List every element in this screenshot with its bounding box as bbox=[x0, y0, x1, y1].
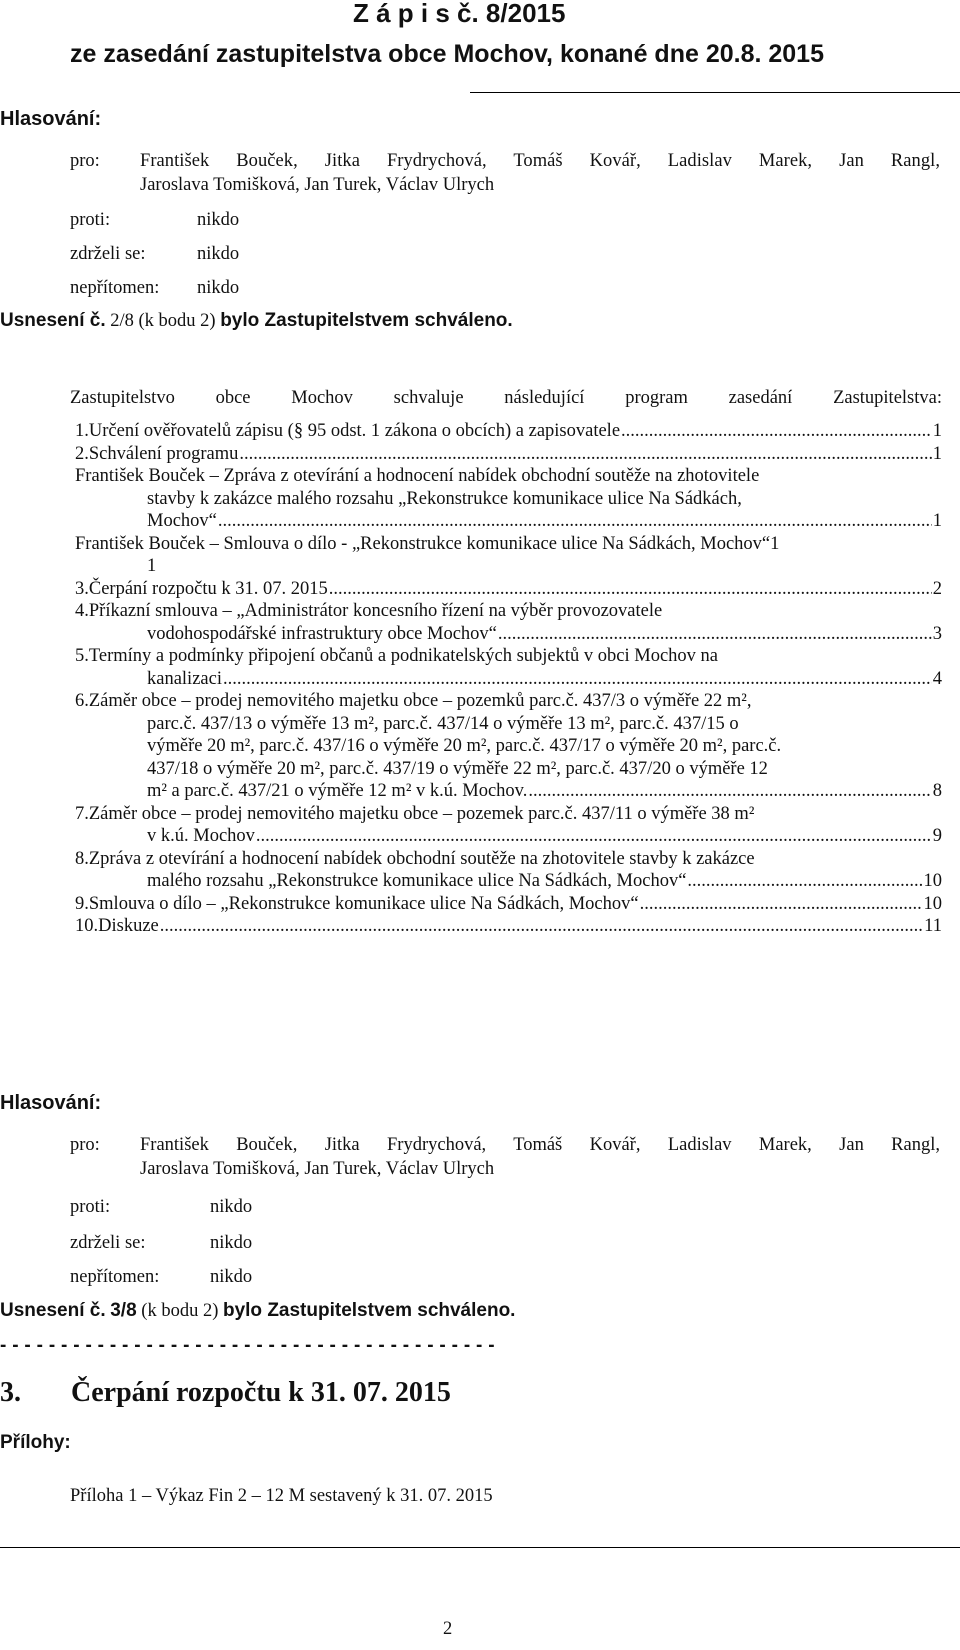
program-item-page: 4 bbox=[932, 668, 942, 689]
resolution-status: bylo Zastupitelstvem schváleno. bbox=[220, 310, 513, 331]
program-item-page: 10 bbox=[923, 893, 942, 914]
program-item-text: m² a parc.č. 437/21 o výměře 12 m² v k.ú. Mochov. bbox=[147, 781, 528, 801]
leader-dots bbox=[239, 443, 931, 466]
program-item-text: 8.Zpráva z otevírání a hodnocení nabídek obchodní soutěže na zhotovitele stavby k zakázce bbox=[75, 848, 755, 869]
program-item bbox=[75, 443, 942, 466]
vote-proti-label: proti: bbox=[70, 210, 111, 230]
program-item-text: Mochov“ bbox=[147, 511, 217, 531]
program-item-text: kanalizaci bbox=[147, 668, 222, 689]
section-separator: - - - - - - - - - - - - - - - - - - - - - - - - - - - - - - - - - - - - - - - - - bbox=[0, 1335, 495, 1356]
program-item bbox=[75, 645, 942, 690]
program-item-text: 1.Určení ověřovatelů zápisu (§ 95 odst. 1 zákona o obcích) a zapisovatele bbox=[75, 421, 621, 441]
program-item-page: 1 bbox=[932, 421, 942, 441]
program-list bbox=[75, 420, 942, 938]
program-item bbox=[75, 533, 942, 578]
leader-dots bbox=[223, 668, 932, 691]
program-item-text: 7.Záměr obce – prodej nemovitého majetku obce – pozemek parc.č. 437/11 o výměře 38 m² bbox=[75, 803, 755, 824]
program-item-text: 2.Schválení programu bbox=[75, 443, 239, 464]
program-item-text: 6.Záměr obce – prodej nemovitého majetku obce – pozemků parc.č. 437/3 o výměře 22 m², bbox=[75, 691, 752, 711]
leader-dots bbox=[329, 578, 932, 601]
page-number: 2 bbox=[443, 1619, 453, 1639]
resolution2-status: bylo Zastupitelstvem schváleno. bbox=[222, 1300, 516, 1321]
program-item bbox=[75, 690, 942, 803]
vote2-zdrzeli-value: nikdo bbox=[210, 1233, 253, 1253]
vote-zdrzeli-label: zdrželi se: bbox=[70, 244, 146, 264]
program-item-text: parc.č. 437/13 o výměře 13 m², parc.č. 437/14 o výměře 13 m², parc.č. 437/15 o bbox=[147, 713, 739, 734]
vote-pro-label: pro: bbox=[70, 151, 100, 171]
header-rule bbox=[470, 92, 960, 93]
program-item-text: 1 bbox=[147, 556, 157, 576]
program-item bbox=[75, 803, 942, 848]
leader-dots bbox=[160, 915, 923, 938]
program-item-page: 2 bbox=[932, 578, 942, 599]
leader-dots bbox=[687, 870, 922, 893]
attachment-item: Příloha 1 – Výkaz Fin 2 – 12 M sestavený k 31. 07. 2015 bbox=[70, 1486, 493, 1506]
vote2-proti-label: proti: bbox=[70, 1197, 111, 1217]
resolution2-label: Usnesení č. bbox=[0, 1300, 106, 1321]
program-item-text: vodohospodářské infrastruktury obce Mochov“ bbox=[147, 623, 497, 644]
program-item bbox=[75, 600, 942, 645]
vote-pro-names: František Bouček, Jitka Frydrychová, Tomáš Kovář, Ladislav Marek, Jan Rangl, bbox=[140, 151, 940, 171]
program-item bbox=[75, 893, 942, 916]
vote-pro-names-cont: Jaroslava Tomišková, Jan Turek, Václav Ulrych bbox=[140, 175, 495, 195]
section-title: Čerpání rozpočtu k 31. 07. 2015 bbox=[71, 1377, 451, 1408]
program-item bbox=[75, 915, 942, 938]
program-item-text: František Bouček – Zpráva z otevírání a hodnocení nabídek obchodní soutěže na zhotovitele bbox=[75, 466, 760, 486]
vote2-pro-names: František Bouček, Jitka Frydrychová, Tomáš Kovář, Ladislav Marek, Jan Rangl, bbox=[140, 1135, 940, 1155]
program-item-page: 1 bbox=[932, 511, 942, 531]
vote-heading-2: Hlasování: bbox=[0, 1092, 102, 1114]
resolution-label: Usnesení č. bbox=[0, 310, 106, 331]
vote-nepritomen-label: nepřítomen: bbox=[70, 278, 160, 298]
vote-zdrzeli-value: nikdo bbox=[197, 244, 240, 264]
program-item-text: 5.Termíny a podmínky připojení občanů a podnikatelských subjektů v obci Mochov na bbox=[75, 646, 718, 666]
program-item bbox=[75, 578, 942, 601]
leader-dots bbox=[640, 893, 923, 916]
resolution-number: 2/8 (k bodu 2) bbox=[110, 311, 216, 331]
program-item-text: v k.ú. Mochov bbox=[147, 826, 255, 846]
program-item-page: 3 bbox=[932, 623, 942, 644]
vote2-nepritomen-label: nepřítomen: bbox=[70, 1267, 160, 1287]
leader-dots bbox=[528, 780, 931, 803]
program-item-page: 11 bbox=[924, 916, 942, 936]
footer-rule bbox=[0, 1547, 960, 1548]
program-item-page: 10 bbox=[923, 871, 942, 891]
program-item-text: výměře 20 m², parc.č. 437/16 o výměře 20 m², parc.č. 437/17 o výměře 20 m², parc.č. bbox=[147, 736, 782, 756]
vote2-zdrzeli-label: zdrželi se: bbox=[70, 1233, 146, 1253]
program-item-text: 9.Smlouva o dílo – „Rekonstrukce komunikace ulice Na Sádkách, Mochov“ bbox=[75, 893, 639, 914]
program-item bbox=[75, 420, 942, 443]
program-item-text: 437/18 o výměře 20 m², parc.č. 437/19 o výměře 22 m², parc.č. 437/20 o výměře 12 bbox=[147, 758, 768, 779]
resolution-text bbox=[0, 310, 513, 332]
leader-dots bbox=[498, 623, 932, 646]
program-item-text: malého rozsahu „Rekonstrukce komunikace ulice Na Sádkách, Mochov“ bbox=[147, 871, 687, 891]
program-item-text: 3.Čerpání rozpočtu k 31. 07. 2015 bbox=[75, 578, 328, 599]
vote-nepritomen-value: nikdo bbox=[197, 278, 240, 298]
program-intro: Zastupitelstvo obce Mochov schvaluje následující program zasedání Zastupitelstva: bbox=[70, 388, 942, 408]
program-item bbox=[75, 465, 942, 533]
document-title: Z á p i s č. 8/2015 bbox=[353, 0, 566, 28]
program-item-page: 8 bbox=[932, 781, 942, 801]
vote2-nepritomen-value: nikdo bbox=[210, 1267, 253, 1287]
program-item-text: 10.Diskuze bbox=[75, 916, 159, 936]
attachments-label: Přílohy: bbox=[0, 1432, 71, 1453]
resolution-text-2 bbox=[0, 1300, 515, 1322]
program-item-text: František Bouček – Smlouva o dílo - „Rekonstrukce komunikace ulice Na Sádkách, Mochov“1 bbox=[75, 533, 780, 554]
leader-dots bbox=[218, 510, 932, 533]
leader-dots bbox=[256, 825, 932, 848]
vote2-pro-names-cont: Jaroslava Tomišková, Jan Turek, Václav Ulrych bbox=[140, 1159, 495, 1179]
program-item-page: 9 bbox=[932, 826, 942, 846]
resolution2-point: (k bodu 2) bbox=[141, 1301, 219, 1321]
section-number: 3. bbox=[0, 1377, 21, 1408]
vote2-pro-label: pro: bbox=[70, 1135, 100, 1155]
program-item-page: 1 bbox=[932, 443, 942, 464]
vote-heading: Hlasování: bbox=[0, 108, 102, 130]
program-item bbox=[75, 848, 942, 893]
vote2-proti-value: nikdo bbox=[210, 1197, 253, 1217]
program-item-text: 4.Příkazní smlouva – „Administrátor koncesního řízení na výběr provozovatele bbox=[75, 601, 663, 621]
vote-proti-value: nikdo bbox=[197, 210, 240, 230]
document-subtitle: ze zasedání zastupitelstva obce Mochov, konané dne 20.8. 2015 bbox=[70, 40, 824, 68]
resolution2-number: 3/8 bbox=[110, 1300, 137, 1321]
program-item-text: stavby k zakázce malého rozsahu „Rekonstrukce komunikace ulice Na Sádkách, bbox=[147, 488, 742, 509]
leader-dots bbox=[621, 420, 932, 443]
